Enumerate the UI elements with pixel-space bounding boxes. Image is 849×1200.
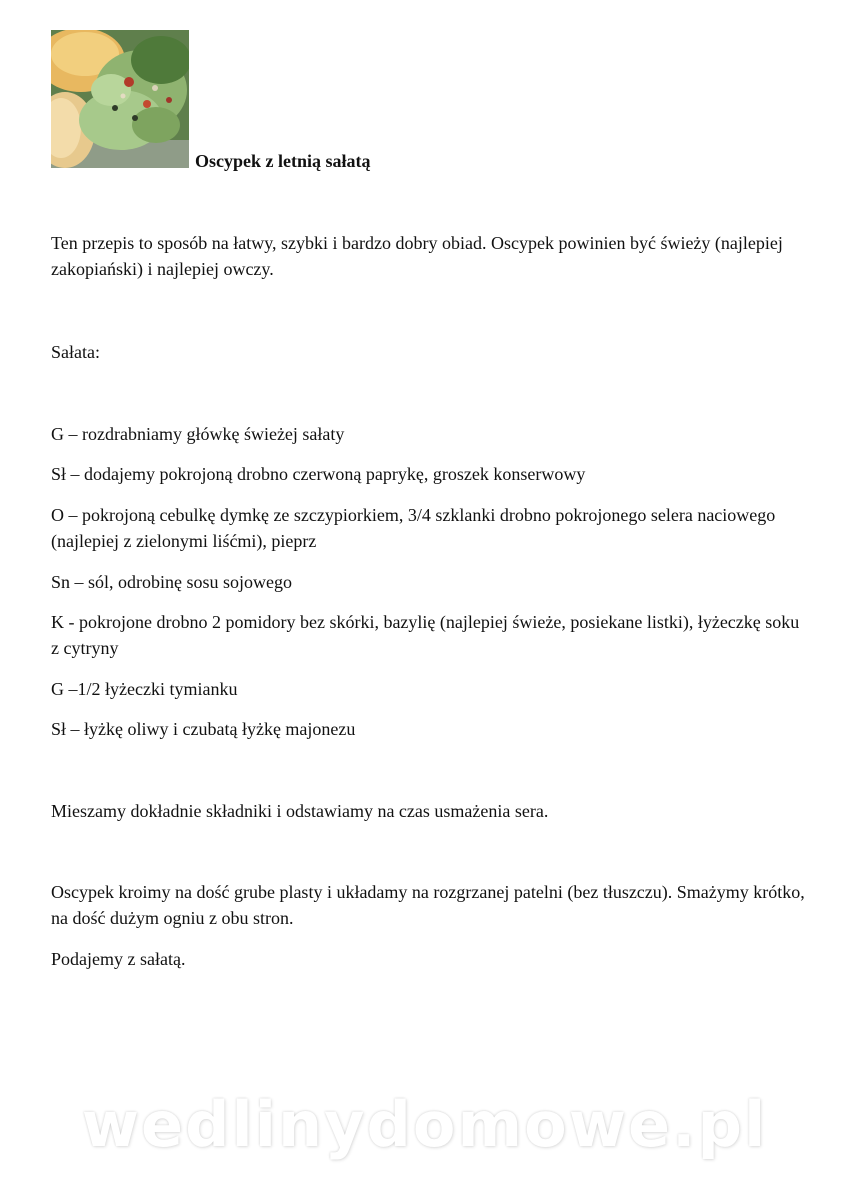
recipe-title: Oscypek z letnią sałatą <box>195 151 371 171</box>
site-watermark: wedlinydomowe.pl <box>81 1088 768 1161</box>
step-item: Sł – łyżkę oliwy i czubatą łyżkę majonezu <box>51 719 356 739</box>
step-item: Sł – dodajemy pokrojoną drobno czerwoną paprykę, groszek konserwowy <box>51 464 586 484</box>
step-item: Sn – sól, odrobinę sosu sojowego <box>51 572 293 592</box>
mix-note: Mieszamy dokładnie składniki i odstawiamy na czas usmażenia sera. <box>51 801 549 821</box>
step-item: G – rozdrabniamy główkę świeżej sałaty <box>51 424 345 444</box>
step-item: G –1/2 łyżeczki tymianku <box>51 679 238 699</box>
step-item: K - pokrojone drobno 2 pomidory bez skórki, bazylię (najlepiej świeże, posiekane listki), łyżeczkę soku z cytryny <box>51 612 800 658</box>
step-item: O – pokrojoną cebulkę dymkę ze szczypiorkiem, 3/4 szklanki drobno pokrojonego selera naciowego (najlepiej z zielonymi liśćmi), pieprz <box>51 505 776 551</box>
section-heading: Sałata: <box>51 342 100 362</box>
cheese-instructions: Oscypek kroimy na dość grube plasty i układamy na rozgrzanej patelni (bez tłuszczu). Smażymy krótko, na dość dużym ogniu z obu stron. <box>51 882 805 928</box>
intro-paragraph: Ten przepis to sposób na łatwy, szybki i bardzo dobry obiad. Oscypek powinien być świeży (najlepiej zakopiański) i najlepiej owczy. <box>51 233 783 279</box>
salad-photo-illustration <box>51 30 189 168</box>
dish-photo <box>51 30 189 168</box>
serving-note: Podajemy z sałatą. <box>51 949 186 969</box>
